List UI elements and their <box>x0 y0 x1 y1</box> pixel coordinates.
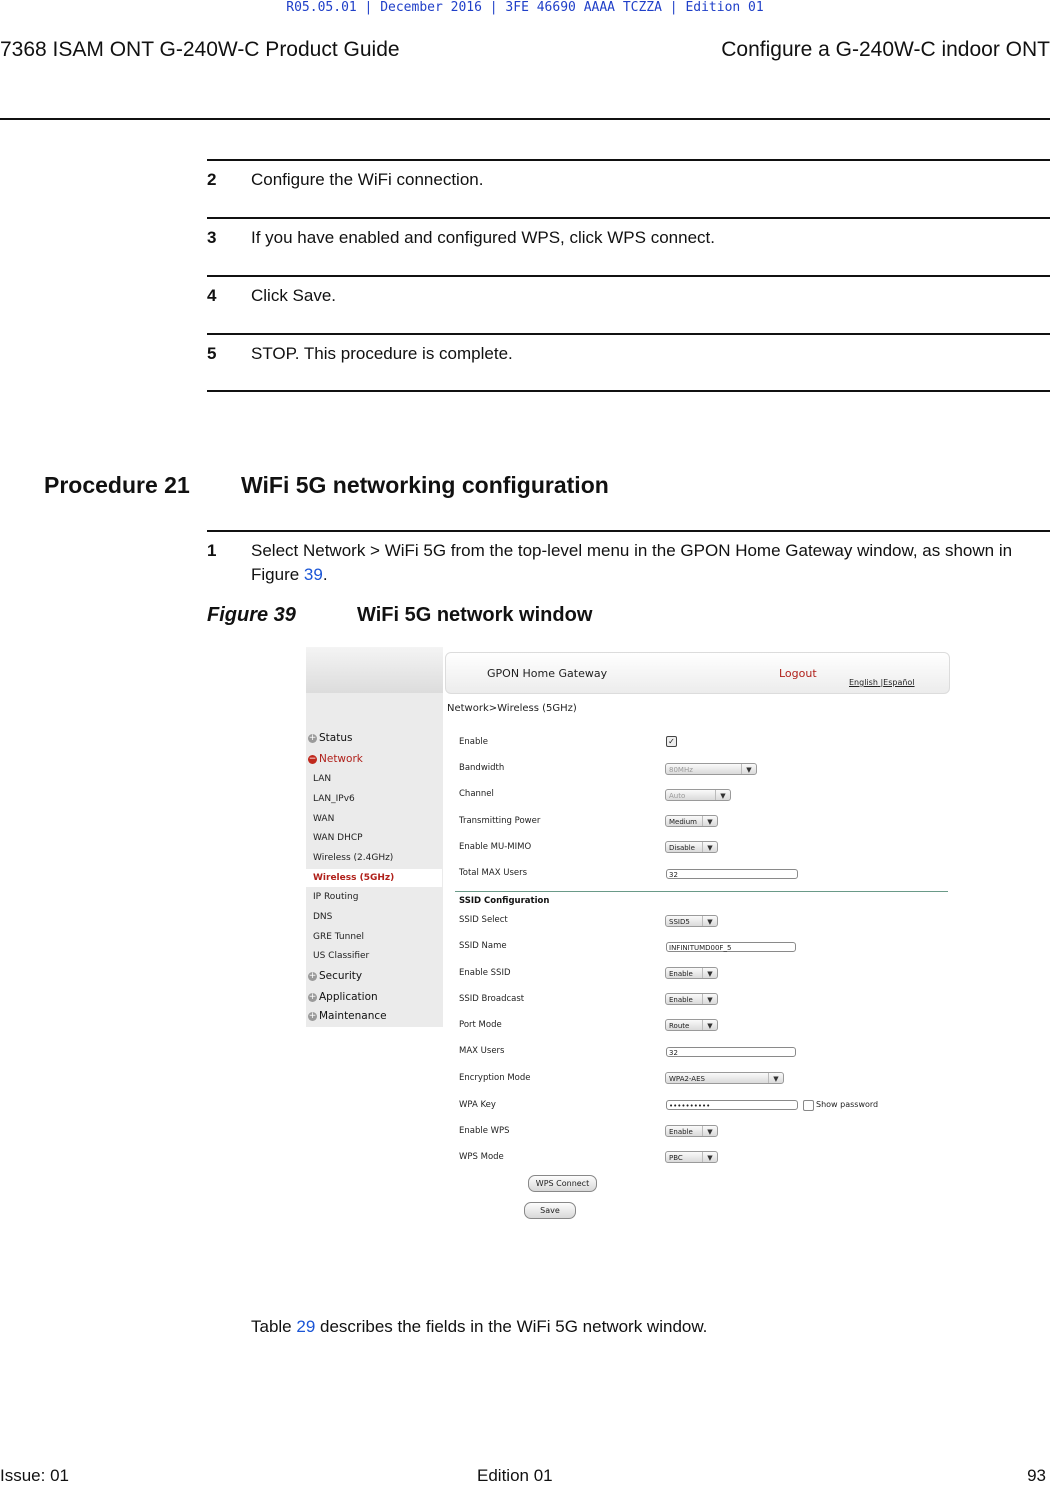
menu-maintenance[interactable] <box>308 1010 387 1022</box>
wps-mode-value: PBC <box>669 1154 683 1162</box>
figure-title: WiFi 5G network window <box>357 604 593 626</box>
menu-security-label: Security <box>319 970 363 982</box>
procedure-heading <box>44 472 609 499</box>
show-password-label: Show password <box>816 1100 879 1109</box>
document-banner: R05.05.01 | December 2016 | 3FE 46690 AAAA TCZZA | Edition 01 <box>286 0 764 15</box>
ssid-broadcast-value: Enable <box>669 996 693 1004</box>
ssid-select[interactable] <box>665 915 718 927</box>
logout-link[interactable]: Logout <box>779 667 817 680</box>
step-text: Configure the WiFi connection. <box>251 170 484 189</box>
header-right-title: Configure a G-240W-C indoor ONT <box>721 38 1050 61</box>
step-rule <box>207 390 1050 392</box>
procedure-number: Procedure 21 <box>44 472 190 498</box>
menu-status-label: Status <box>319 732 353 744</box>
encryption-label: Encryption Mode <box>459 1073 531 1083</box>
menu-network[interactable] <box>308 753 363 765</box>
channel-value: Auto <box>669 792 686 800</box>
wps-mode-select[interactable] <box>665 1151 718 1163</box>
ssid-broadcast-label: SSID Broadcast <box>459 994 525 1004</box>
channel-select[interactable] <box>665 789 731 801</box>
language-separator: | <box>880 678 884 687</box>
enable-wps-value: Enable <box>669 1128 693 1136</box>
step-rule <box>207 217 1050 219</box>
encryption-value: WPA2-AES <box>669 1075 705 1083</box>
mu-mimo-value: Disable <box>669 844 695 852</box>
dropdown-arrow-icon: ▼ <box>702 842 717 852</box>
wpa-key-label: WPA Key <box>459 1100 496 1110</box>
encryption-select[interactable] <box>665 1072 784 1084</box>
header-rule <box>0 118 1050 120</box>
step-text <box>251 539 1046 587</box>
bandwidth-label: Bandwidth <box>459 763 505 773</box>
step-rule <box>207 275 1050 277</box>
footer-issue: Issue: 01 <box>0 1466 69 1485</box>
step-number: 2 <box>207 170 217 189</box>
english-link[interactable]: English <box>849 678 878 687</box>
breadcrumb: Network>Wireless (5GHz) <box>447 703 577 714</box>
menu-sub-wireless-24[interactable]: Wireless (2.4GHz) <box>313 853 394 863</box>
menu-sub-lan-ipv6[interactable]: LAN_IPv6 <box>313 794 355 804</box>
expand-plus-icon: + <box>308 991 317 1002</box>
wps-mode-label: WPS Mode <box>459 1152 504 1162</box>
expand-plus-icon: + <box>308 970 317 981</box>
dropdown-arrow-icon: ▼ <box>702 994 717 1004</box>
wps-connect-button[interactable]: WPS Connect <box>528 1175 597 1192</box>
espanol-link[interactable]: Español <box>883 678 915 687</box>
figure-caption <box>207 604 592 627</box>
tx-power-select[interactable] <box>665 815 718 827</box>
enable-ssid-label: Enable SSID <box>459 968 511 978</box>
port-mode-select[interactable] <box>665 1019 718 1031</box>
step-text-part: Select Network > WiFi 5G from the top-level menu in the GPON Home Gateway window, as shown in Figure <box>251 541 1013 584</box>
figure-number: Figure 39 <box>207 604 296 626</box>
menu-sub-wan[interactable]: WAN <box>313 814 335 824</box>
step-number: 1 <box>207 541 217 560</box>
gateway-title: GPON Home Gateway <box>487 667 608 680</box>
procedure-title: WiFi 5G networking configuration <box>241 472 609 498</box>
step-number: 4 <box>207 286 217 305</box>
save-button[interactable]: Save <box>524 1202 576 1219</box>
menu-status[interactable] <box>308 732 352 744</box>
show-password-checkbox[interactable] <box>803 1100 814 1111</box>
menu-sub-wan-dhcp[interactable]: WAN DHCP <box>313 833 363 843</box>
step-text: If you have enabled and configured WPS, click WPS connect. <box>251 228 715 247</box>
step-number: 3 <box>207 228 217 247</box>
ssid-name-label: SSID Name <box>459 941 507 951</box>
dropdown-arrow-icon: ▼ <box>715 790 730 800</box>
collapse-minus-icon: − <box>308 753 317 764</box>
footer-edition: Edition 01 <box>477 1466 553 1485</box>
menu-sub-dns[interactable]: DNS <box>313 912 333 922</box>
bandwidth-value: 80MHz <box>669 766 693 774</box>
menu-sub-us-classifier[interactable]: US Classifier <box>313 951 370 961</box>
step-rule <box>207 530 1050 532</box>
max-users-input[interactable]: 32 <box>666 1047 796 1057</box>
tx-power-value: Medium <box>669 818 697 826</box>
dropdown-arrow-icon: ▼ <box>702 816 717 826</box>
expand-plus-icon: + <box>308 732 317 743</box>
total-max-input[interactable]: 32 <box>666 869 798 879</box>
max-users-label: MAX Users <box>459 1046 505 1056</box>
menu-sub-wireless-5[interactable]: Wireless (5GHz) <box>306 869 442 887</box>
expand-plus-icon: + <box>308 1010 317 1021</box>
enable-wps-select[interactable] <box>665 1125 718 1137</box>
menu-application[interactable] <box>308 991 378 1003</box>
footer-page-number: 93 <box>1027 1466 1046 1485</box>
dropdown-arrow-icon: ▼ <box>768 1073 783 1083</box>
total-max-label: Total MAX Users <box>459 868 528 878</box>
step-rule <box>207 333 1050 335</box>
enable-label: Enable <box>459 737 488 747</box>
ssid-config-heading: SSID Configuration <box>459 896 550 906</box>
table-link[interactable]: 29 <box>296 1317 316 1336</box>
menu-sub-ip-routing[interactable]: IP Routing <box>313 892 359 902</box>
section-divider <box>455 891 948 892</box>
dropdown-arrow-icon: ▼ <box>702 1126 717 1136</box>
enable-wps-label: Enable WPS <box>459 1126 510 1136</box>
menu-sub-gre-tunnel[interactable]: GRE Tunnel <box>313 932 365 942</box>
menu-security[interactable] <box>308 970 362 982</box>
wpa-key-input[interactable]: •••••••••• <box>666 1100 798 1110</box>
menu-sub-lan[interactable]: LAN <box>313 774 332 784</box>
table-ref-text: Table <box>251 1317 297 1336</box>
step-text: STOP. This procedure is complete. <box>251 344 513 363</box>
ssid-select-value: SSID5 <box>669 918 690 926</box>
dropdown-arrow-icon: ▼ <box>702 968 717 978</box>
menu-application-label: Application <box>319 991 378 1003</box>
dropdown-arrow-icon: ▼ <box>741 764 756 774</box>
dropdown-arrow-icon: ▼ <box>702 916 717 926</box>
wifi-5g-screenshot <box>306 647 950 1227</box>
ssid-broadcast-select[interactable] <box>665 993 718 1005</box>
step-text-part: . <box>322 565 328 584</box>
step-text: Click Save. <box>251 286 337 305</box>
figure-link[interactable]: 39 <box>303 565 323 584</box>
menu-maintenance-label: Maintenance <box>319 1010 387 1022</box>
left-banner <box>306 647 443 693</box>
mu-mimo-select[interactable] <box>665 841 718 853</box>
step-number: 5 <box>207 344 217 363</box>
language-links <box>849 678 915 687</box>
ssid-name-input[interactable]: INFINITUMD00F_5 <box>666 942 796 952</box>
bandwidth-select[interactable] <box>665 763 757 775</box>
table-ref-text: describes the fields in the WiFi 5G network window. <box>315 1317 708 1336</box>
ssid-select-label: SSID Select <box>459 915 508 925</box>
dropdown-arrow-icon: ▼ <box>702 1020 717 1030</box>
mu-mimo-label: Enable MU-MIMO <box>459 842 532 852</box>
table-reference <box>251 1315 1046 1339</box>
dropdown-arrow-icon: ▼ <box>702 1152 717 1162</box>
header-left-title: 7368 ISAM ONT G-240W-C Product Guide <box>0 38 400 61</box>
enable-checkbox[interactable]: ✓ <box>666 736 677 747</box>
channel-label: Channel <box>459 789 494 799</box>
step-rule <box>207 159 1050 161</box>
port-mode-value: Route <box>669 1022 690 1030</box>
tx-power-label: Transmitting Power <box>459 816 541 826</box>
enable-ssid-value: Enable <box>669 970 693 978</box>
port-mode-label: Port Mode <box>459 1020 502 1030</box>
enable-ssid-select[interactable] <box>665 967 718 979</box>
menu-network-label: Network <box>319 753 363 765</box>
